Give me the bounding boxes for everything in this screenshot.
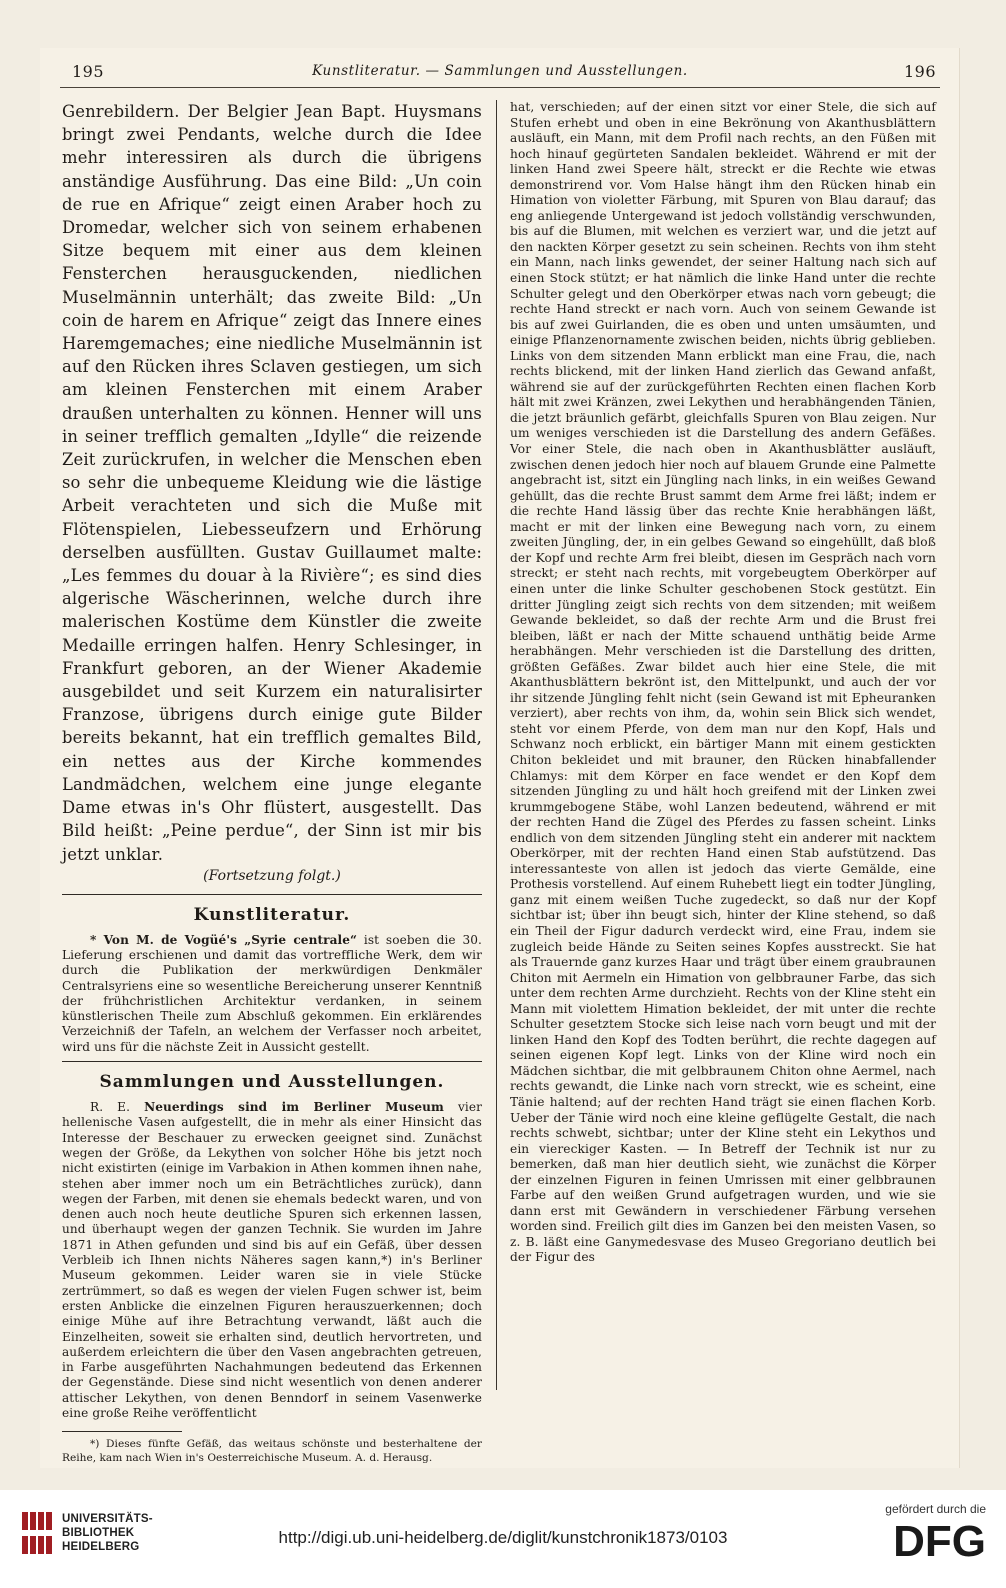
right-column [510, 100, 936, 1400]
section-divider [62, 894, 482, 895]
running-head [60, 60, 940, 88]
footnote: *) Dieses fünfte Gefäß, das weitaus schönste und besterhaltene der Reihe, kam nach Wien in's Oesterreichische Museum. A. d. Herausg. [62, 1438, 482, 1464]
paragraph-body: ist soeben die 30. Lieferung erschienen und damit das vortreffliche Werk, dem wir durch die Publikation der merkwürdigen Denkmäler Centralsyriens eine so wesentliche Bereicherung unserer Kenntniß der frühchristlichen Architektur verdanken, in seinem künstlerischen Theile zum Abschluß gekommen. Ein erklärendes Verzeichniß der Tafeln, an welchem der Verfasser noch arbeitet, wird uns für die nächste Zeit in Aussicht gestellt. [62, 932, 482, 1054]
paragraph-lead: Neuerdings sind im Berliner Museum [144, 1100, 444, 1115]
paragraph-genre-paintings: Genrebildern. Der Belgier Jean Bapt. Huysmans bringt zwei Pendants, welche durch die Idee mehr interessiren als durch die übrigens anständige Ausführung. Das eine Bild: „Un coin de rue en Afrique“ zeigt einen Araber hoch zu Dromedar, welcher sich von seinem erhabenen Sitze bequem mit einer aus dem kleinen Fensterchen herausguckenden, niedlichen Muselmännin unterhält; das zweite Bild: „Un coin de harem en Afrique“ zeigt das Innere eines Haremgemaches; eine niedliche Muselmännin ist auf den Rücken ihres Sclaven gestiegen, um sich am kleinen Fensterchen mit einem Araber draußen unterhalten zu können. Henner will uns in seiner trefflich gemalten „Idylle“ die reizende Zeit zurückrufen, in welcher die Menschen eben so sehr die unbequeme Kleidung wie die lästige Arbeit verachteten und sich die Muße mit Flötenspielen, Liebesseufzern und Erhörung derselben ausfüllten. Gustav Guillaumet malte: „Les femmes du douar à la Rivière“; es sind dies algerische Wäscherinnen, welche durch ihre malerischen Kostüme dem Künstler die zweite Medaille erringen halfen. Henry Schlesinger, in Frankfurt geboren, an der Wiener Akademie ausgebildet und seit Kurzem ein naturalisirter Franzose, übrigens durch einige gute Bilder bereits bekannt, hat ein trefflich gemaltes Bild, ein nettes aus der Kirche kommendes Landmädchen, welchem eine junge elegante Dame etwas in's Ohr flüstert, ausgestellt. Das Bild heißt: „Peine perdue“, der Sinn ist mir bis jetzt unklar. [62, 102, 482, 864]
permalink-url[interactable]: http://digi.ub.uni-heidelberg.de/diglit/kunstchronik1873/0103 [278, 1528, 728, 1547]
footer-bar [0, 1490, 1006, 1588]
paragraph-lead: * Von M. de Vogüé's „Syrie centrale“ [90, 932, 358, 947]
column-divider [496, 100, 497, 1390]
paragraph-syrie-centrale [62, 933, 482, 1055]
section-title-sammlungen: Sammlungen und Ausstellungen. [99, 1072, 445, 1093]
funder-caption: gefördert durch die [885, 1502, 986, 1516]
dfg-logo-text: DFG [893, 1517, 986, 1566]
uni-line-3: HEIDELBERG [62, 1541, 140, 1553]
uni-line-2: BIBLIOTHEK [62, 1527, 135, 1539]
funder-block[interactable] [846, 1502, 986, 1576]
paragraph-body: vier hellenische Vasen aufgestellt, die in mehr als einer Hinsicht das Interesse der Beschauer zu erwecken geeignet sind. Zunächst wegen der Größe, da Lekythen von solcher Höhe bis jetzt noch nicht existirten (einige im Varbakion in Athen kommen ihnen nahe, stehen aber immer noch um ein Beträchtliches zurück), dann wegen der Farben, mit denen sie ehemals bedeckt waren, und von denen auch noch heute deutliche Spuren sich erkennen lassen, und überhaupt wegen der ganzen Technik. Sie wurden im Jahre 1871 in Athen gefunden und sind bis auf ein Gefäß, über dessen Verbleib ich Ihnen nichts Näheres sagen kann,*) in's Berliner Museum gekommen. Leider waren sie in viele Stücke zertrümmert, so daß es wegen der vielen Fugen schwer ist, beim ersten Anblicke die einzelnen Figuren herauszuerkennen; doch einige Mühe auf ihre Betrachtung verwandt, läßt auch die Einzelheiten, soweit sie erhalten sind, deutlich hervortreten, und außerdem erleichtern die über den Vasen angebrachten getreuen, in Farbe ausgeführten Nachahmungen bedeutend das Erkennen der Gegenstände. Diese sind nicht wesentlich von denen anderer attischer Lekythen, von denen Benndorf in seinem Vasenwerke eine große Reihe veröffentlicht [62, 1100, 482, 1421]
section-divider [62, 1061, 482, 1062]
page-number-left: 195 [72, 62, 105, 81]
page-number-right: 196 [903, 62, 936, 81]
footnote-rule [62, 1431, 182, 1432]
paragraph-berlin-vases [62, 1100, 482, 1421]
continuation-note: (Fortsetzung folgt.) [203, 867, 341, 884]
uni-line-1: UNIVERSITÄTS- [62, 1513, 153, 1525]
author-initials: R. E. [90, 1100, 131, 1115]
paragraph-vase-descriptions: hat, verschieden; auf der einen sitzt vor einer Stele, die sich auf Stufen erhebt und oben in eine Bekrönung von Akanthusblättern ausläuft, ein Mann, mit dem Profil nach rechts, an den Füßen mit hoch hinauf gegürteten Sandalen bekleidet. Während er mit der linken Hand zwei Speere hält, streckt er die Rechte wie etwas demonstrirend vor. Vom Halse hängt ihm den Rücken hinab ein Himation von violetter Färbung, mit Spuren von Blau darauf; das eng anliegende Untergewand ist jedoch vollständig verschwunden, bis auf die Blumen, mit welchen es verziert war, und die jetzt auf den nackten Körper gesetzt zu sein scheinen. Rechts von ihm steht ein Mann, nach links gewendet, der seiner Haltung nach sich auf einen Stock stützt; er hat nämlich die linke Hand unter die rechte Schulter gelegt und den Oberkörper etwas nach vorn gebeugt; die rechte Hand streckt er nach vorn. Auch von seinem Gewande ist bis auf zwei Guirlanden, die es oben und unten umsäumten, und einige Pflanzenornamente zwischen beiden, nichts übrig geblieben. Links von dem sitzenden Mann erblickt man eine Frau, die, nach rechts blickend, mit der linken Hand zierlich das Gewand anfaßt, während sie auf der zurückgeführten Rechten einen flachen Korb hält mit zwei Kränzen, zwei Lekythen und herabhängenden Tänien, die jetzt bräunlich gefärbt, gleichfalls Spuren von Blau zeigen. Nur um weniges verschieden ist die Darstellung des andern Gefäßes. Vor einer Stele, die nach oben in Akanthusblätter ausläuft, zwischen denen jedoch hier noch auf blauem Grunde eine Palmette angebracht ist, sitzt ein Jüngling nach links, in ein weißes Gewand gehüllt, das die rechte Brust sammt dem Arme frei läßt; indem er die rechte Hand lässig über das rechte Knie herabhängen läßt, macht er mit der linken eine Bewegung nach vorn, zu einem zweiten Jüngling, der, in ein gelbes Gewand so eingehüllt, daß bloß der Kopf und rechte Arm frei bleibt, diesen im Gespräch nach vorn streckt; er steht nach rechts, mit vorgebeugtem Oberkörper auf einen unter die linke Schulter geschobenen Stock gestützt. Ein dritter Jüngling zeigt sich rechts von dem sitzenden; mit weißem Gewande bekleidet, so daß der rechte Arm und die Brust frei bleiben, läßt er nach der Mitte schauend unthätig beide Arme herabhängen. Mehr verschieden ist die Darstellung des dritten, größten Gefäßes. Zwar bildet auch hier eine Stele, die mit Akanthusblättern bekrönt ist, den Mittelpunkt, und auch der vor ihr sitzende Jüngling fehlt nicht (sein Gewand ist mit Epheuranken verziert), aber rechts von ihm, da, wohin sein Blick sich wendet, steht vor einem Pferde, von dem man nur den Kopf, Hals und Schwanz noch erblickt, ein bärtiger Mann mit einem gestickten Chiton bekleidet und mit brauner, den Rücken hinabfallender Chlamys: mit dem Körper en face wendet er den Kopf dem sitzenden Jüngling zu und hält hoch greifend mit der Linken zwei krummgebogene Stäbe, wohl Lanzen bedeutend, während er mit der rechten Hand die Zügel des Pferdes zu fassen scheint. Links endlich von dem sitzenden Jüngling steht ein anderer mit nacktem Oberkörper, mit der rechten Hand einen Stab aufstützend. Das interessanteste von allen ist jedoch das vierte Gemälde, eine Prothesis vorstellend. Auf einem Ruhebett liegt ein todter Jüngling, ganz mit einem weißen Tuche zugedeckt, so daß nur der Kopf sichtbar ist; über ihn beugt sich, hinter der Kline stehend, so daß ein Theil der Figur dadurch verdeckt wird, eine Frau, indem sie zugleich beide Hände zu Seiten seines Kopfes ausstreckt. Sie hat als Trauernde ganz kurzes Haar und trägt über einem graubraunen Chiton mit Aermeln ein Himation von gelbbrauner Farbe, das sich unter dem rechten Arme durchzieht. Rechts von der Kline steht ein Mann mit violettem Himation bekleidet, der mit unter die rechte Schulter gesetztem Stocke sich leise nach vorn beugt und mit der linken Hand den Kopf des Todten berührt, die rechte dagegen auf seinen eigenen Kopf legt. Links von der Kline wird noch ein Mädchen sichtbar, die mit gelbbraunem Chiton ohne Aermel, nach rechts gewandt, die Linke nach vorn streckt, wie es scheint, eine Tänie haltend; auf der rechten Hand trägt sie einen flachen Korb. Ueber der Tänie wird noch eine kleine geflügelte Gestalt, die nach rechts schwebt, sichtbar; unter der Kline steht ein Lekythos und ein viereckiger Kasten. — In Betreff der Technik ist nur zu bemerken, daß man hier deutlich sieht, wie zunächst die Körper der einzelnen Figuren in feinen Umrissen mit einer gelbbraunen Farbe auf den weißen Grund aufgetragen wurden, und wie sie dann erst mit Gewändern in verschiedener Färbung versehen worden sind. Freilich gilt dies im Ganzen bei den meisten Vasen, so z. B. läßt eine Ganymedesvase des Museo Gregoriano deutlich bei der Figur des [510, 100, 936, 1265]
running-title: Kunstliteratur. — Sammlungen und Ausstellungen. [312, 63, 688, 79]
dfg-logo-icon [874, 1517, 986, 1566]
section-title-kunstliteratur: Kunstliteratur. [193, 904, 351, 925]
left-column [62, 100, 482, 1464]
